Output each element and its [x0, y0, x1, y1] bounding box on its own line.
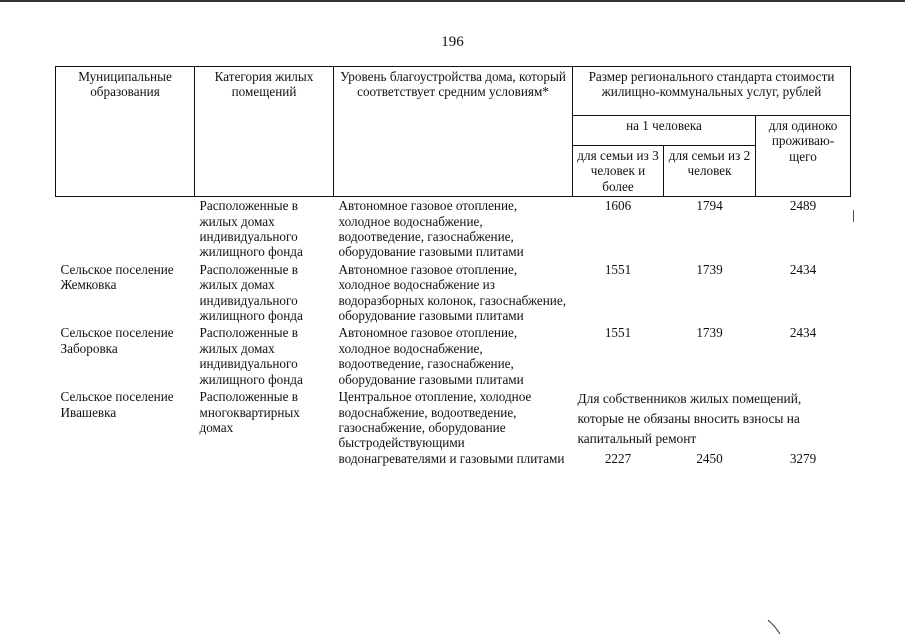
header-single: для одиноко проживаю-щего: [756, 116, 851, 197]
cell-municipality: Сельское поселение Жемковка: [60, 261, 174, 293]
cell-level: Центральное отопление, холодное водоснабжение, водоотведение, газоснабжение, оборудование быстродействующими водонагревателями и газовыми плитами: [338, 389, 565, 466]
header-category: Категория жилых помещений: [195, 67, 334, 197]
note-text: Для собственников жилых помещений, которые не обязаны вносить взносы на капитальный ремонт: [577, 391, 802, 447]
header-family-2: для семьи из 2 человек: [664, 146, 756, 197]
header-family-3: для семьи из 3 человек и более: [573, 146, 664, 197]
table-row: [56, 261, 851, 325]
header-standard-size: Размер регионального стандарта стоимости жилищно-коммунальных услуг, рублей: [573, 67, 851, 116]
cell-family-2: 1739: [696, 325, 723, 341]
cell-municipality: [56, 197, 195, 261]
scan-top-edge: [0, 0, 905, 6]
header-per-person: на 1 человека: [573, 116, 756, 146]
cell-category: Расположенные в жилых домах индивидуального жилищного фонда: [199, 325, 303, 387]
cell-category: Расположенные в жилых домах индивидуального жилищного фонда: [199, 261, 303, 324]
cell-family-2: 1794: [696, 198, 723, 214]
cell-single: 2434: [789, 325, 817, 341]
header-municipal: Муниципальные образования: [56, 67, 195, 197]
cell-category: Расположенные в жилых домах индивидуального жилищного фонда: [199, 198, 303, 260]
cell-level: Автономное газовое отопление, холодное водоснабжение, водоотведение, газоснабжение, оборудование газовыми плитами: [338, 198, 524, 260]
cell-family-3: 1551: [604, 261, 632, 277]
cell-family-3: 1551: [604, 325, 632, 341]
cell-family-3: 1606: [604, 198, 632, 214]
cell-note: [573, 388, 851, 450]
table-row: [56, 324, 851, 388]
cell-level: Автономное газовое отопление, холодное водоснабжение из водоразборных колонок, газоснабжение, оборудование газовыми плитами: [338, 261, 567, 324]
table-row: [56, 197, 851, 261]
table-edge-mark: [853, 210, 854, 222]
cell-municipality: Сельское поселение Ивашевка: [60, 389, 174, 420]
cell-municipality: Сельское поселение Заборовка: [60, 325, 174, 356]
header-level: Уровень благоустройства дома, который соответствует средним условиям*: [334, 67, 573, 197]
pen-mark-icon: [766, 618, 784, 636]
cell-single: 3279: [789, 451, 817, 467]
cell-family-3: 2227: [604, 451, 632, 467]
page-number: 196: [441, 34, 464, 50]
table-row: [56, 388, 851, 450]
cell-level: Автономное газовое отопление, холодное водоснабжение, водоотведение, газоснабжение, оборудование газовыми плитами: [338, 325, 524, 387]
cell-single: 2489: [789, 198, 817, 214]
cell-category: Расположенные в многоквартирных домах: [199, 389, 300, 435]
cell-family-2: 2450: [696, 451, 723, 467]
regional-standard-table: [55, 66, 851, 468]
cell-single: 2434: [789, 261, 817, 277]
cell-family-2: 1739: [696, 261, 723, 277]
